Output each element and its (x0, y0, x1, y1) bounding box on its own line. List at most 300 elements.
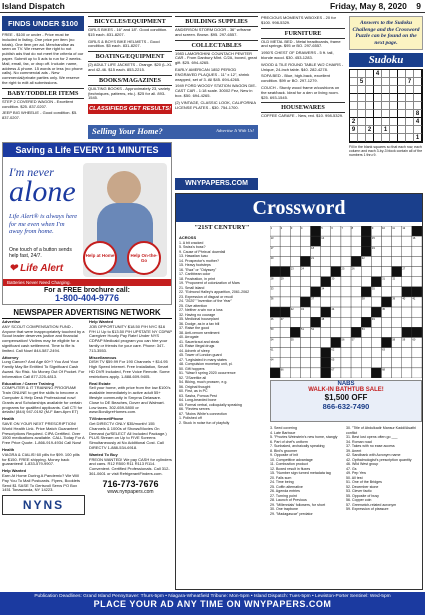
sudoku-cell[interactable] (382, 86, 390, 94)
sudoku-cell[interactable] (358, 70, 366, 78)
crossword-cell[interactable] (392, 358, 402, 368)
crossword-cell[interactable] (361, 358, 371, 368)
crossword-cell[interactable] (402, 368, 412, 378)
crossword-cell[interactable] (311, 358, 321, 368)
crossword-cell[interactable] (290, 256, 300, 266)
crossword-cell[interactable] (321, 327, 331, 337)
sudoku-cell[interactable] (406, 134, 414, 142)
footer-deadlines: Publication Deadlines: Grand Island PennySaver: Thurs-5pm • Niagara-Wheatfield Tribune: Mon-5pm • Island Dispatch: Tues-5pm • Lewiston-Porter Sentinel: Wed-5pm (34, 594, 391, 599)
clue: 25. Coffin alternative (270, 484, 303, 489)
crossword-block (270, 267, 280, 277)
sudoku-cell[interactable] (350, 86, 358, 94)
crossword-cell[interactable] (280, 337, 290, 347)
sudoku-cell[interactable] (374, 118, 382, 126)
crossword-cell[interactable] (361, 337, 371, 347)
across-clues: ACROSS 1. A bit cracked 5. Swiss's boss? 9. Cause of Phrixus' downfall 13. Hawaiian luau 14. Prospector's mother? 15. Heavy footsteps 16. "Ewa" or "Odyssey" 17. Caribbean color 18. Frustration, in print 19. "Proponent of colonization of Mars 21. Small island 22. "Edmond Halley's apparition, 2061-2062 23. Expression of disgust or recoil 24. "2020" "Invention of the Year" 25. Give attention 27. Neither a win nor a loss 32. Having no courage 35. Medicinal houseplant 36. Dodge, as in a tax bill 37. Raise the good 38. Anti-venom sentiment 40. Arrogate 41. Sauerkraut and steak 43. Raise illegal drugs 44. Adverb of sleep 45. Tower of London guard 47. "Legislated in many states 48. Compulsion monetary unit, pl. 50. Gift hoppers 51. "Wasn't spring 2020 occurrence 52. "2Saretike ail 54. Biking, much prossen, e.g. 56. Original thought 60. First, as in PC 63. Sasha, Pomoa Pest 64. Long-bearded bone 65. Formal verbal, colloquially speaking 66. "Review serves 67. "Moins White's connection 1. Polished off 2. Stuck in noise fun of playfully (179, 236, 267, 425)
crossword-number: 64 (270, 358, 274, 362)
crossword-cell[interactable] (331, 327, 341, 337)
crossword-cell[interactable] (381, 287, 391, 297)
sudoku-cell[interactable] (366, 102, 374, 110)
sudoku-cell[interactable] (414, 102, 422, 110)
clue: 30. One trapbone (270, 507, 298, 511)
crossword-cell[interactable] (351, 236, 361, 246)
sudoku-cell[interactable]: 9 (350, 126, 358, 134)
crossword-cell[interactable] (392, 348, 402, 358)
crossword-cell[interactable] (381, 236, 391, 246)
crossword-number: 4 (301, 226, 303, 230)
page-header (0, 0, 425, 13)
clue: 38. Anti-venom sentiment (179, 330, 220, 335)
crossword-cell[interactable] (300, 246, 310, 256)
sudoku-cell[interactable] (374, 94, 382, 102)
clue: 46. Wild West group (346, 462, 379, 466)
sudoku-cell[interactable] (350, 110, 358, 118)
building-column (175, 16, 258, 112)
sudoku-cell[interactable] (398, 78, 406, 86)
sudoku-cell[interactable] (390, 110, 398, 118)
sudoku-cell[interactable] (390, 86, 398, 94)
sudoku-cell[interactable] (398, 126, 406, 134)
crossword-cell[interactable] (341, 246, 351, 256)
sudoku-cell[interactable] (406, 118, 414, 126)
clue: 2. Stuck in noise fun of playfully (179, 420, 230, 425)
selling-sub: Advertise It With Us! (216, 128, 254, 133)
sudoku-cell[interactable] (350, 78, 358, 86)
crossword-block (321, 307, 331, 317)
crossword-cell[interactable] (351, 358, 361, 368)
sudoku-cell[interactable]: 7 (406, 78, 414, 86)
crossword-cell[interactable] (290, 246, 300, 256)
crossword-cell[interactable] (402, 348, 412, 358)
sudoku-cell[interactable] (366, 70, 374, 78)
sudoku-cell[interactable] (406, 86, 414, 94)
sudoku-cell[interactable] (390, 78, 398, 86)
sudoku-cell[interactable] (350, 102, 358, 110)
crossword-cell[interactable] (402, 277, 412, 287)
crossword-number: 24 (301, 267, 304, 271)
clue: 57. Greenwich-related acronym (346, 502, 397, 507)
crossword-number: 53 (361, 328, 365, 332)
sudoku-cell[interactable]: 4 (374, 70, 382, 78)
crossword-cell[interactable] (311, 337, 321, 347)
sudoku-cell[interactable] (350, 94, 358, 102)
crossword-cell[interactable] (351, 348, 361, 358)
crossword-cell[interactable] (321, 267, 331, 277)
crossword-cell[interactable] (392, 236, 402, 246)
crossword-block (270, 307, 280, 317)
bicycles-section: BICYCLES/EQUIPMENT (88, 16, 172, 27)
crossword-cell[interactable] (402, 307, 412, 317)
crossword-block (361, 226, 371, 236)
clue: 56. Copper coin (346, 498, 372, 502)
crossword-number: 32 (392, 277, 396, 281)
sudoku-cell[interactable] (406, 94, 414, 102)
wnypapers-banner[interactable]: WNYPAPERS.COM (175, 178, 258, 190)
crossword-cell[interactable] (331, 236, 341, 246)
crossword-number: 12 (402, 226, 406, 230)
crossword-cell[interactable] (351, 307, 361, 317)
crossword-cell[interactable] (412, 317, 422, 327)
crossword-cell[interactable] (412, 368, 422, 378)
crossword-number: 2 (280, 226, 283, 230)
crossword-cell[interactable] (290, 297, 300, 307)
crossword-cell[interactable] (290, 348, 300, 358)
clue: 12. Boxed result in fluxes (270, 466, 311, 471)
crossword-block (412, 287, 422, 297)
clue: 27. Neither a win nor a loss (179, 308, 223, 313)
sudoku-cell[interactable] (382, 102, 390, 110)
sudoku-cell[interactable] (390, 102, 398, 110)
crossword-number: 40 (402, 297, 406, 301)
crossword-cell[interactable] (351, 317, 361, 327)
crossword-cell[interactable] (341, 368, 351, 378)
sudoku-cell[interactable] (382, 110, 390, 118)
sudoku-title: Sudoku (349, 53, 423, 67)
crossword-cell[interactable] (361, 267, 371, 277)
crossword-cell[interactable] (392, 246, 402, 256)
crossword-number: 22 (361, 257, 365, 261)
sudoku-cell[interactable] (390, 118, 398, 126)
brochure-label: For a FREE brochure call: (44, 287, 130, 294)
crossword-cell[interactable] (341, 287, 351, 297)
sudoku-cell[interactable] (406, 110, 414, 118)
crossword-number: 59 (402, 338, 406, 342)
crossword-cell[interactable] (311, 368, 321, 378)
category-label: Attorney (2, 354, 19, 360)
sudoku-cell[interactable] (350, 134, 358, 142)
sudoku-cell[interactable] (374, 102, 382, 110)
crossword-cell[interactable] (341, 358, 351, 368)
crossword-cell[interactable] (341, 348, 351, 358)
sudoku-cell[interactable] (398, 118, 406, 126)
sudoku-cell[interactable] (366, 78, 374, 86)
sudoku-cell[interactable] (358, 86, 366, 94)
clue: 47. "Legislated in many states (179, 357, 227, 362)
sudoku-cell[interactable]: 1 (382, 126, 390, 134)
crossword-cell[interactable] (290, 287, 300, 297)
crossword-block (331, 267, 341, 277)
crossword-cell[interactable] (402, 317, 412, 327)
crossword-cell[interactable] (371, 267, 381, 277)
crossword-cell[interactable] (381, 256, 391, 266)
crossword-cell[interactable] (290, 368, 300, 378)
crossword-number: 57 (351, 338, 355, 342)
clue: 18. Frustration, in print (179, 276, 215, 281)
crossword-cell[interactable] (371, 327, 381, 337)
life-alert-headline: Saving a Life EVERY 11 MINUTES (3, 143, 171, 157)
crossword-cell[interactable] (311, 307, 321, 317)
crossword-cell[interactable] (351, 297, 361, 307)
collectables-section: COLLECTABLES (175, 40, 258, 51)
crossword-number: 39 (392, 297, 396, 301)
sudoku-cell[interactable] (366, 94, 374, 102)
sudoku-cell[interactable] (390, 70, 398, 78)
clue: 5. "Provies Weinstein's new home, stangly (270, 435, 338, 439)
crossword-cell[interactable] (311, 267, 321, 277)
crossword-cell[interactable] (381, 358, 391, 368)
crossword-number: 37 (311, 297, 315, 301)
crossword-cell[interactable] (280, 297, 290, 307)
crossword-cell[interactable] (371, 256, 381, 266)
crossword-block (311, 236, 321, 246)
crossword-cell[interactable] (351, 368, 361, 378)
clue: 25. Give attention (179, 303, 208, 308)
clue: 23. Expression of disgust or recoil (179, 294, 233, 299)
crossword-block (361, 287, 371, 297)
crossword-cell[interactable] (392, 327, 402, 337)
crossword-cell[interactable] (392, 307, 402, 317)
crossword-cell[interactable] (371, 297, 381, 307)
crossword-cell[interactable] (402, 246, 412, 256)
sudoku-cell[interactable]: 2 (350, 118, 358, 126)
crossword-cell[interactable] (311, 348, 321, 358)
clue: 42. Opthalmologist's prescription quantity (346, 457, 412, 462)
sudoku-cell[interactable] (366, 86, 374, 94)
crossword-cell[interactable] (402, 358, 412, 368)
crossword-cell[interactable] (402, 256, 412, 266)
listing: JEEP BIG WHEELIE - Good condition. $5. 837-0207. (2, 110, 78, 121)
crossword-cell[interactable] (351, 277, 361, 287)
sudoku-cell[interactable] (390, 94, 398, 102)
listing: ANDERSON STORM DOOR - 36" w/frame and screen. Brown. $95. 297-6557. (175, 27, 252, 37)
crossword-cell[interactable] (381, 246, 391, 256)
sudoku-cell[interactable] (374, 86, 382, 94)
life-alert-logo: ❤ Life Alert (9, 263, 64, 274)
network-col-2 (89, 320, 172, 495)
clue: 43. Raise illegal drugs (179, 344, 215, 349)
crossword-cell[interactable] (300, 277, 310, 287)
crossword-block (381, 297, 391, 307)
crossword-cell[interactable] (361, 348, 371, 358)
sudoku-cell[interactable] (374, 126, 382, 134)
sudoku-cell[interactable] (414, 70, 422, 78)
crossword-cell[interactable] (331, 317, 341, 327)
listing: 1950'S CHEST OF DRAWERS - 5 ft. tall, blonde wood. $30. 453-1283. (261, 50, 334, 60)
crossword-cell[interactable] (361, 277, 371, 287)
sudoku-cell[interactable] (406, 126, 414, 134)
sudoku-cell[interactable] (414, 86, 422, 94)
crossword-cell[interactable] (300, 348, 310, 358)
crossword-cell[interactable] (361, 368, 371, 378)
network-ad: DISH TV $59.99 For 190 Channels + $14.95 High Speed Internet. Free Installation, Smart HD DVR Included, Free Voice Remote. Some restrictions apply. 1-888-609-9405. (89, 359, 170, 379)
crossword-number: 45 (382, 307, 385, 311)
sudoku-cell[interactable] (374, 110, 382, 118)
crossword-cell[interactable] (290, 277, 300, 287)
crossword-number: 38 (361, 297, 365, 301)
crossword-cell[interactable] (290, 317, 300, 327)
crossword-cell[interactable] (392, 317, 402, 327)
crossword-cell[interactable] (280, 246, 290, 256)
crossword-cell[interactable] (331, 297, 341, 307)
sudoku-cell[interactable] (382, 94, 390, 102)
sudoku-cell[interactable]: 1 (414, 134, 422, 142)
crossword-cell[interactable] (280, 348, 290, 358)
crossword-cell[interactable] (392, 368, 402, 378)
sudoku-cell[interactable] (414, 126, 422, 134)
crossword-cell[interactable] (341, 256, 351, 266)
crossword-cell[interactable] (412, 307, 422, 317)
clue: 67. "Moins White's connection (179, 411, 227, 416)
network-col-1 (2, 320, 85, 515)
clue: 66. "Review serves (179, 407, 210, 412)
clue: 41. Sauerkraut and steak (179, 339, 220, 344)
crossword-cell[interactable] (280, 327, 290, 337)
crossword-number: 65 (331, 358, 335, 362)
listing: QUILTING BOOKS - Approximately 23, variety (techniques, patterns, etc.). $25 for all. 893-1545. (88, 85, 171, 101)
clue: 9. Cause of Phrixus' downfall (179, 249, 226, 254)
crossword-cell[interactable] (331, 246, 341, 256)
crossword-cell[interactable] (412, 358, 422, 368)
network-ad: ANY SCOUT COMPENSATION FUND - Anyone that were inappropriately touched by a Scout leader deserves justice and financial compensation! Victims may be eligible for a significant cash settlement. Time to file is limited. Call Now! 844-587-2494. (2, 323, 85, 353)
crossword-cell[interactable] (371, 358, 381, 368)
category-label: Education / Career Training (2, 380, 55, 386)
sudoku-cell[interactable]: 8 (414, 110, 422, 118)
sudoku-cell[interactable] (406, 102, 414, 110)
sudoku-cell[interactable] (374, 78, 382, 86)
crossword-block (402, 327, 412, 337)
crossword-cell[interactable] (351, 287, 361, 297)
listing: COFFEE CARAFE - New, red. $10. 998-5329. (261, 113, 344, 119)
crossword-cell[interactable] (381, 317, 391, 327)
crossword-cell[interactable] (300, 236, 310, 246)
sudoku-cell[interactable] (366, 110, 374, 118)
crossword-cell[interactable] (412, 256, 422, 266)
crossword-cell[interactable] (321, 337, 331, 347)
network-site[interactable]: www.nynpapers.com (107, 488, 154, 495)
crossword-cell[interactable] (412, 348, 422, 358)
crossword-cell[interactable] (341, 277, 351, 287)
sudoku-cell[interactable] (358, 118, 366, 126)
crossword-cell[interactable] (371, 337, 381, 347)
sudoku-cell[interactable] (390, 126, 398, 134)
crossword-cell[interactable] (290, 236, 300, 246)
crossword-block (351, 256, 361, 266)
crossword-number: 44 (331, 307, 335, 311)
crossword-cell[interactable] (402, 236, 412, 246)
crossword-cell[interactable] (392, 287, 402, 297)
crossword-cell[interactable] (341, 307, 351, 317)
crossword-cell[interactable] (290, 358, 300, 368)
sudoku-cell[interactable] (398, 94, 406, 102)
crossword-cell[interactable] (280, 358, 290, 368)
crossword-cell[interactable] (300, 337, 310, 347)
crossword-cell[interactable] (321, 297, 331, 307)
crossword-block (371, 307, 381, 317)
sudoku-cell[interactable] (382, 70, 390, 78)
sudoku-cell[interactable] (390, 134, 398, 142)
crossword-cell[interactable] (321, 246, 331, 256)
furniture-section: FURNITURE (261, 28, 345, 39)
crossword-cell[interactable] (341, 297, 351, 307)
clue: 13. Hawaiian luau (179, 254, 208, 259)
clue: 29. "Millennials' followers, for short (270, 502, 326, 507)
crossword-cell[interactable] (300, 317, 310, 327)
clue: 5. Swiss's boss? (179, 245, 206, 250)
selling-title: Selling Your Home? (92, 126, 163, 136)
sudoku-cell[interactable] (398, 70, 406, 78)
sudoku-cell[interactable] (366, 118, 374, 126)
crossword-cell[interactable] (280, 236, 290, 246)
crossword-cell[interactable] (341, 317, 351, 327)
sudoku-cell[interactable] (398, 110, 406, 118)
crossword-cell[interactable] (371, 348, 381, 358)
sudoku-cell[interactable] (374, 134, 382, 142)
crossword-cell[interactable] (361, 307, 371, 317)
crossword-cell[interactable] (280, 287, 290, 297)
sudoku-cell[interactable]: 4 (414, 118, 422, 126)
sudoku-cell[interactable] (398, 86, 406, 94)
sudoku-cell[interactable] (398, 134, 406, 142)
footer-cta[interactable]: PLACE YOUR AD ANY TIME ON WNYPAPERS.COM (93, 599, 332, 609)
sudoku-cell[interactable] (358, 126, 366, 134)
clue: 16. "Ewa" or "Odyssey" (179, 267, 217, 272)
sudoku-cell[interactable] (382, 134, 390, 142)
sudoku-cell[interactable]: 5 (358, 78, 366, 86)
sudoku-cell[interactable] (382, 78, 390, 86)
clue: 40. Arrogate (179, 335, 199, 340)
sudoku-cell[interactable] (358, 94, 366, 102)
crossword-number: 8 (351, 226, 354, 230)
crossword-cell[interactable] (300, 287, 310, 297)
crossword-grid[interactable] (270, 226, 422, 378)
sudoku-cell[interactable] (406, 70, 414, 78)
crossword-cell[interactable] (381, 327, 391, 337)
listing: PRECIOUS MOMENTS WBOXES - 20 for $100. 998-5329. (261, 15, 336, 25)
sudoku-cell[interactable] (358, 134, 366, 142)
crossword-cell[interactable] (311, 277, 321, 287)
clue: 14. Prospector's mother? (179, 258, 220, 263)
crossword-number: 1 (270, 226, 273, 230)
crossword-cell[interactable] (331, 287, 341, 297)
sudoku-cell[interactable] (358, 110, 366, 118)
crossword-cell[interactable] (300, 368, 310, 378)
crossword-cell[interactable] (351, 246, 361, 256)
crossword-cell[interactable] (331, 256, 341, 266)
classifieds-banner: CLASSIFIEDS GET RESULTS! (88, 106, 172, 113)
crossword-cell[interactable] (341, 236, 351, 246)
crossword-cell[interactable] (412, 267, 422, 277)
sudoku-cell[interactable] (358, 102, 366, 110)
crossword-cell[interactable] (412, 277, 422, 287)
clue: 50. All test (346, 475, 363, 480)
sudoku-cell[interactable] (414, 78, 422, 86)
crossword-cell[interactable] (392, 256, 402, 266)
crossword-cell[interactable] (300, 358, 310, 368)
network-ad: JOB OPPORTUNITY $18.50 P/H NYC $16 P/H LI Up to $13.50 P/H UPSTATE NY CDPAP Caregiver Hourly Pay Rate! Under NYS CDPAP Medicaid program you can hire your family or friends for your care. Phone: 347-713-3553. (89, 323, 172, 353)
crossword-cell[interactable] (341, 327, 351, 337)
sudoku-cell[interactable]: 2 (366, 126, 374, 134)
crossword-number: 7 (341, 226, 343, 230)
housewares-section: HOUSEWARES (261, 102, 345, 113)
sudoku-cell[interactable] (398, 102, 406, 110)
crossword-cell[interactable] (280, 256, 290, 266)
sudoku-cell[interactable] (382, 118, 390, 126)
building-section: BUILDING SUPPLIES (175, 16, 258, 27)
sudoku-cell[interactable] (350, 70, 358, 78)
network-ad: COMPUTER & IT TRAINING PROGRAM! Train ONLINE to get the skills to become a Computer & Help Desk Professional now! Grants and Scholarships available for certain programs for qualified applicants. Call CTI for details! (844) 947-0192 (M-F 8am-6pm ET) (2, 385, 83, 415)
crossword-block (300, 297, 310, 307)
sudoku-cell[interactable] (366, 134, 374, 142)
crossword-cell[interactable] (381, 267, 391, 277)
crossword-number: 19 (371, 247, 375, 251)
crossword-block (321, 368, 331, 378)
crossword-number: 54 (270, 338, 274, 342)
crossword-cell[interactable] (321, 256, 331, 266)
crossword-number: 17 (270, 247, 274, 251)
crossword-cell[interactable] (412, 246, 422, 256)
sudoku-cell[interactable] (414, 94, 422, 102)
listing: EARLY AMERICAN 1852 PERIOD ENGRAVED PLAQUES - 11" x 12", shrink wrapped, set of 3. All $45. 694-4265. (175, 66, 250, 82)
